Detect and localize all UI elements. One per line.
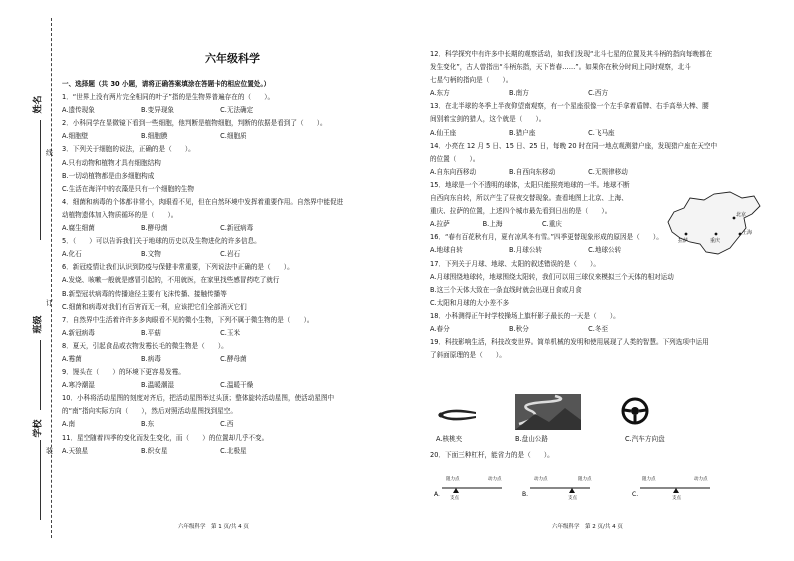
binding-strip (0, 0, 60, 561)
class-blank-line (40, 340, 41, 410)
option-line: A.月球围绕地球转，地球围绕太阳转，我们可以用三球仪来模拟三个天体的相对运动 (430, 272, 674, 281)
question-line: 自西向东自转，所以产生了昼夜交替现象。查看地图上北京、上海、 (430, 194, 628, 203)
option-line: A.地球自转 B.月球公转 C.地球公转 (430, 246, 622, 255)
question-line: 7．自然界中生活着许许多多肉眼看不见的微小生物，下列不属于微生物的是（ ）。 (62, 315, 314, 324)
option-line: A.细胞壁 B.细胞膜 C.细胞质 (62, 132, 247, 141)
option-line: C.生活在海洋中的衣藻是只有一个细胞的生物 (62, 184, 194, 193)
right-footer: 六年级科学 第 2 页/共 4 页 (552, 524, 623, 530)
option-line: B.一切动植物都是由多细胞构成 (62, 171, 155, 180)
section-heading: 一、选择题（共 30 小题，请将正确答案填涂在答题卡的相应位置处。） (62, 80, 271, 88)
question-line: 15．地球是一个不透明的球体，太阳只能照亮地球的一半。地球不断 (430, 180, 630, 189)
lever-b (522, 475, 592, 501)
option-line: A.腐生细菌 B.酵母菌 C.新冠病毒 (62, 224, 254, 233)
option-line: A.遗传现象 B.变异现象 C.无法确定 (62, 106, 254, 115)
question-line: 4．细菌和病毒的个体都非常小，肉眼看不见，但在自然环境中发挥着重要作用。自然界中能促进 (62, 197, 344, 206)
map-label-chongqing: 重庆 (710, 238, 721, 244)
question-line: 1．“世界上没有两片完全相同的叶子”指的是生物界普遍存在的（ ）。 (62, 93, 275, 102)
page-title: 六年级科学 (205, 52, 260, 65)
name-blank-line (40, 120, 41, 240)
school-label: 学校 (33, 419, 44, 438)
school-blank-line (40, 440, 41, 520)
seal-mark-ding: 订 (46, 299, 53, 307)
question-line: 16．“春有百花秋有月，夏有凉风冬有雪。”四季更替现象形成的原因是（ ）。 (430, 233, 663, 242)
beijing-dot (733, 217, 736, 220)
shanghai-dot (739, 233, 742, 236)
option-line: C.太阳和月球的大小差不多 (430, 298, 510, 307)
question-line: 10．小科将活动星图的刻度对齐后，把活动星图举过头顶；整体旋转活动星图，使活动星图中 (62, 394, 335, 403)
steering-wheel-image (620, 396, 650, 426)
option-line: A.化石 B.文物 C.岩石 (62, 250, 241, 259)
question-line: 13．在北半球的冬季上半夜仰望南观察，有一个星座很像一个左手拿着盾牌、右手高举大棒、腰 (430, 102, 709, 111)
map-label-lhasa: 拉萨 (678, 238, 689, 244)
q19-option-c: C.汽车方向盘 (625, 435, 665, 443)
option-line: A.拉萨 B.上海 C.重庆 (430, 220, 562, 229)
question-line: 发生变化”，古人曾指出“斗柄东指，天下皆春……”。如果你在秋分时间上同时观察，北斗 (430, 63, 691, 72)
svg-text:阻力点: 阻力点 (642, 477, 656, 482)
option-line: A.寒冷潮湿 B.温暖潮湿 C.温暖干燥 (62, 381, 254, 390)
option-line: A.自东向西移动 B.自西向东移动 C.无规律移动 (430, 167, 628, 176)
lever-a (434, 475, 502, 501)
name-label: 姓名 (33, 95, 44, 114)
svg-text:动力点: 动力点 (488, 477, 502, 482)
svg-text:动力点: 动力点 (694, 477, 708, 482)
svg-text:A.: A. (434, 491, 440, 498)
option-line: A.东方 B.南方 C.西方 (430, 89, 609, 98)
question-line: 19．科技影响生活，科技改变世界。简单机械的发明和使用展现了人类的智慧。下列选项中运用 (430, 338, 709, 347)
svg-text:支点: 支点 (672, 496, 681, 501)
svg-text:支点: 支点 (568, 496, 577, 501)
option-line: A.天狼星 B.织女星 C.北极星 (62, 446, 247, 455)
question-line: 8．夏天，引起食品或衣物发霉长毛的微生物是（ ）。 (62, 341, 228, 350)
left-column (62, 78, 407, 458)
svg-text:动力点: 动力点 (534, 477, 548, 482)
question-line: 11．星空随着四季的变化而发生变化，而（ ）的位置却几乎不变。 (62, 433, 269, 442)
question-line: 12．科学探究中有许多中长期的观察活动，如我们发现“北斗七星的位置及其斗柄的指向每晚都在 (430, 50, 713, 58)
question-line: 3．下列关于细胞的说法，正确的是（ ）。 (62, 145, 195, 154)
left-footer: 六年级科学 第 1 页/共 4 页 (178, 524, 249, 530)
class-label: 班级 (33, 315, 44, 334)
q19-option-b: B.盘山公路 (515, 435, 548, 443)
question-line: 重庆、拉萨的位置，上述四个城市最先看到日出的是（ ）。 (430, 207, 612, 216)
nutcracker-image (436, 404, 480, 426)
option-line: A.南 B.东 C.西 (62, 420, 234, 429)
lhasa-dot (685, 233, 688, 236)
option-line: A.新冠病毒 B.平菇 C.玉米 (62, 328, 241, 337)
question-line: 间别着宝剑的猎人，这个就是（ ）。 (430, 115, 546, 124)
chongqing-dot (715, 233, 718, 236)
svg-text:阻力点: 阻力点 (446, 477, 460, 482)
lever-c (632, 475, 710, 501)
option-line: C.细菌和病毒对我们有百害而无一利，应该把它们全部消灭它们 (62, 302, 247, 311)
option-line: A.春分 B.秋分 C.冬至 (430, 324, 609, 333)
question-line: 七星勺柄的指向是（ ）。 (430, 76, 513, 85)
question-line: 2．小科同学在显微镜下看到一些细胞，他判断是植物细胞，判断的依据是看到了（ ）。 (62, 119, 327, 128)
mountain-road-image (515, 394, 581, 430)
question-line: 20．下面三种杠杆，能省力的是（ ）。 (430, 451, 554, 459)
option-line: A.霉菌 B.病毒 C.酵母菌 (62, 354, 247, 363)
svg-text:支点: 支点 (450, 496, 459, 501)
map-label-beijing: 北京 (736, 212, 747, 218)
china-map (660, 188, 768, 260)
option-line: A.仙王座 B.猎户座 C.飞马座 (430, 128, 615, 137)
svg-text:B.: B. (522, 491, 529, 498)
question-line: 的位置（ ）。 (430, 154, 480, 163)
question-line: 了斜面原理的是（ ）。 (430, 351, 506, 360)
question-line: 动植物遗体加入物质循环的是（ ）。 (62, 210, 178, 219)
option-line: A.发烧、咳嗽一般就是感冒引起的，不用就医，在家里找些感冒药吃了就行 (62, 276, 280, 285)
seal-mark-line: 线 (46, 149, 53, 157)
q19-option-a: A.核桃夹 (436, 435, 463, 443)
svg-text:阻力点: 阻力点 (578, 477, 592, 482)
question-line: 9．馒头在（ ）的环境下更容易发霉。 (62, 368, 185, 377)
option-line: B.这三个天体大致在一条直线时就会出现日食或月食 (430, 285, 582, 294)
question-line: 5．（ ）可以告诉我们关于地球的历史以及生物进化的许多信息。 (62, 237, 261, 246)
binding-dashed-line (51, 18, 52, 538)
question-line: 6．新冠疫情让我们认识到防疫与保健非常重要，下列说法中正确的是（ ）。 (62, 263, 294, 272)
option-line: B.新型冠状病毒的传播途径主要有飞沫传播、接触传播等 (62, 289, 227, 298)
seal-mark-zhuang: 装 (46, 447, 53, 455)
q19-options (436, 433, 665, 443)
question-line: 18．小科测得正午时学校操场上旗杆影子最长的一天是（ ）。 (430, 311, 620, 320)
question-line: 17．下列关于月球、地球、太阳的叙述错误的是（ ）。 (430, 259, 600, 268)
map-label-shanghai: 上海 (742, 230, 753, 236)
question-line: 的“南”指向实际方向（ ），然后对照活动星图找到星空。 (62, 407, 237, 416)
question-line: 14．小亮在 12 月 5 日、15 日、25 日，每晚 20 时在同一地点观测猎户座，发现猎户座在天空中 (430, 141, 718, 150)
svg-text:C.: C. (632, 491, 639, 498)
option-line: A.只有动物和植物才具有细胞结构 (62, 158, 161, 167)
lever-diagrams (432, 466, 784, 502)
